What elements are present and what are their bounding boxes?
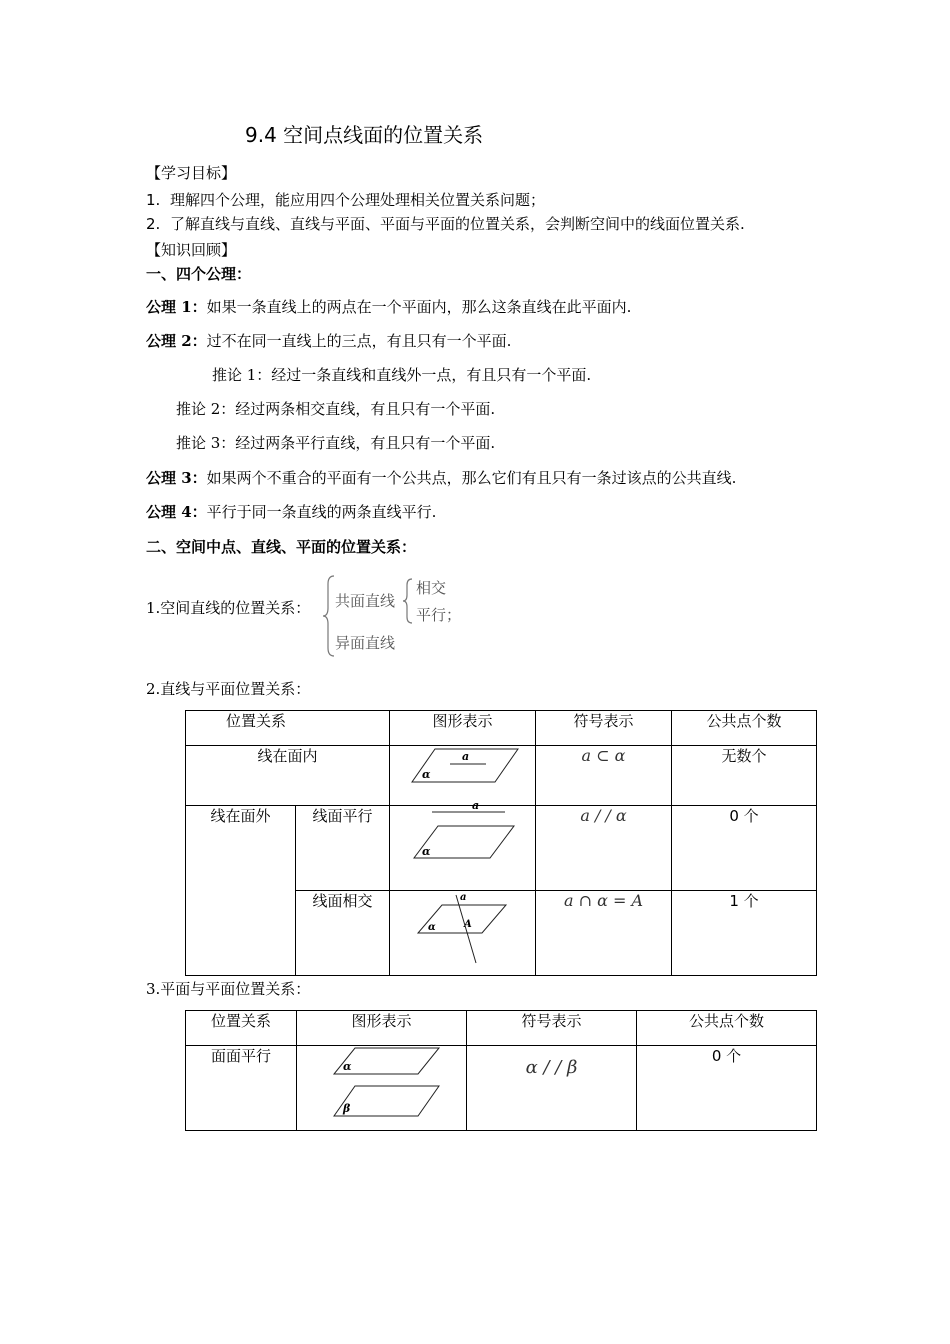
line-in-plane-figure <box>390 746 536 804</box>
lp-row1-symbol-text: a ⊂ α <box>581 746 626 765</box>
coplanar-lines: 共面直线 <box>335 592 396 610</box>
lp-row3-symbol-text: a ∩ α = A <box>563 891 644 910</box>
fig-label-alpha: α <box>422 768 431 781</box>
pp-header-count: 公共点个数 <box>637 1011 817 1046</box>
skew-lines: 异面直线 <box>335 634 396 652</box>
fig-label-alpha: α <box>422 845 431 858</box>
heading-four-axioms: 一、四个公理： <box>146 265 252 283</box>
plane-plane-table <box>185 1010 817 1131</box>
axiom-2-label: 公理 2： <box>146 332 207 350</box>
section-review-heading: 【知识回顾】 <box>146 241 237 259</box>
lp-row1-figure <box>390 746 536 806</box>
lp-header-relation: 位置关系 <box>186 711 390 746</box>
axiom-3-label: 公理 3： <box>146 469 207 487</box>
plane-plane-label: 3.平面与平面位置关系： <box>146 980 311 998</box>
lp-row3-relation: 线面相交 <box>296 891 390 976</box>
fig-label-a: a <box>462 750 470 763</box>
pp-header-relation: 位置关系 <box>186 1011 297 1046</box>
line-plane-table <box>185 710 817 976</box>
lp-row2-figure <box>390 799 536 891</box>
lp-header-symbol: 符号表示 <box>536 711 672 746</box>
pp-row1-symbol-text: α / / β <box>525 1057 578 1078</box>
lp-row1-symbol <box>536 746 672 806</box>
lp-header-count: 公共点个数 <box>672 711 817 746</box>
fig-label-point-a: A <box>464 919 472 930</box>
pp-row1-relation: 面面平行 <box>186 1046 297 1131</box>
lp-row1-relation: 线在面内 <box>186 746 390 806</box>
goal-num-2: 2. <box>146 215 161 233</box>
goal-text-2: 了解直线与直线、直线与平面、平面与平面的位置关系，会判断空间中的线面位置关系. <box>170 215 745 233</box>
lp-row2-relation: 线面平行 <box>296 806 390 891</box>
inference-2: 推论 2：经过两条相交直线，有且只有一个平面. <box>176 400 496 418</box>
pp-row1-count: 0 个 <box>637 1046 817 1131</box>
intersecting-lines: 相交 <box>416 579 447 597</box>
fig-label-alpha: α <box>343 1060 352 1073</box>
line-plane-label: 2.直线与平面位置关系： <box>146 680 311 698</box>
lp-row2-symbol-text: a / / α <box>580 806 627 825</box>
inference-1: 推论 1：经过一条直线和直线外一点，有且只有一个平面. <box>212 366 592 384</box>
goal-num-1: 1. <box>146 191 161 209</box>
line-intersect-plane-figure <box>390 891 536 975</box>
axiom-1 <box>146 297 631 317</box>
inner-brace <box>400 577 416 625</box>
parallel-planes-figure <box>297 1046 467 1130</box>
inference-3: 推论 3：经过两条平行直线，有且只有一个平面. <box>176 434 496 452</box>
parallel-lines: 平行； <box>416 606 462 624</box>
axiom-3-text: 如果两个不重合的平面有一个公共点，那么它们有且只有一条过该点的公共直线. <box>206 469 737 487</box>
fig-label-alpha: α <box>428 922 436 933</box>
axiom-4-text: 平行于同一条直线的两条直线平行. <box>206 503 437 521</box>
heading-positional-relations: 二、空间中点、直线、平面的位置关系： <box>146 538 417 556</box>
goal-text-1: 理解四个公理，能应用四个公理处理相关位置关系问题； <box>170 191 546 209</box>
axiom-1-text: 如果一条直线上的两点在一个平面内，那么这条直线在此平面内. <box>206 298 632 316</box>
fig-label-a: a <box>460 892 467 903</box>
lp-row2-count: 0 个 <box>672 806 817 891</box>
lp-row3-symbol <box>536 891 672 976</box>
lp-row3-figure <box>390 891 536 976</box>
section-goal-heading: 【学习目标】 <box>146 164 237 182</box>
fig-label-beta: β <box>343 1102 351 1115</box>
pp-row1-symbol <box>467 1046 637 1131</box>
page-title: 9.4 空间点线面的位置关系 <box>245 123 484 147</box>
lp-header-figure: 图形表示 <box>390 711 536 746</box>
axiom-1-label: 公理 1： <box>146 298 207 316</box>
lp-row1-count: 无数个 <box>672 746 817 806</box>
lp-row2-symbol <box>536 806 672 891</box>
pp-row1-figure <box>297 1046 467 1131</box>
axiom-2 <box>146 331 511 351</box>
axiom-4 <box>146 502 436 522</box>
pp-header-symbol: 符号表示 <box>467 1011 637 1046</box>
lp-outside-relation: 线在面外 <box>186 806 296 976</box>
axiom-3 <box>146 468 736 488</box>
lines-relation-label: 1.空间直线的位置关系： <box>146 599 311 617</box>
lp-row3-count: 1 个 <box>672 891 817 976</box>
axiom-4-label: 公理 4： <box>146 503 207 521</box>
fig-label-a: a <box>472 799 480 812</box>
axiom-2-text: 过不在同一直线上的三点，有且只有一个平面. <box>206 332 512 350</box>
pp-header-figure: 图形表示 <box>297 1011 467 1046</box>
line-parallel-plane-figure <box>390 799 536 890</box>
